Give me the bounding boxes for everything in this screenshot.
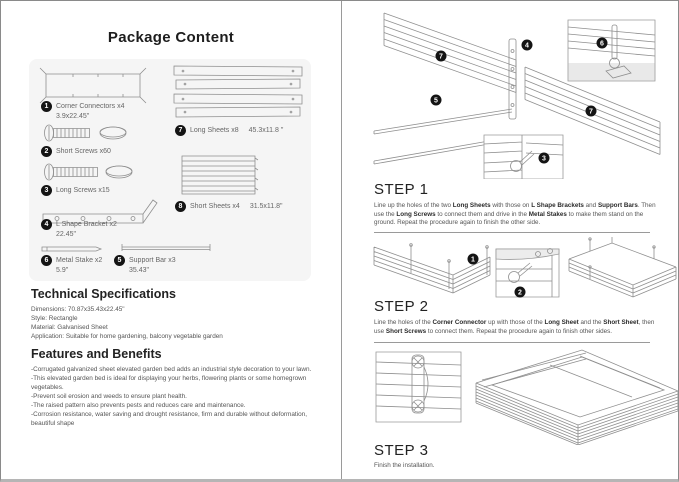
callout-number [597, 38, 608, 49]
part-item [175, 201, 283, 212]
part-dims: 22.45" [56, 231, 77, 238]
svg-text:4: 4 [525, 42, 529, 50]
svg-text:7: 7 [589, 108, 593, 116]
step1-figure [344, 3, 678, 179]
page-title: Package Content [107, 29, 235, 46]
feature-line: -The raised pattern also prevents pests and reduces care and maintenance. [31, 402, 246, 409]
part-name: L Shape Bracket x2 [56, 221, 117, 228]
callout-number [515, 287, 526, 298]
part-item [41, 255, 102, 275]
part-dims: 31.5x11.8" [249, 203, 283, 210]
nut-icon [100, 127, 126, 139]
svg-text:3: 3 [542, 155, 546, 163]
part-dims: 45.3x11.8 " [248, 127, 284, 134]
nut-icon [106, 166, 132, 178]
svg-text:2: 2 [518, 289, 522, 297]
support-bar-icon [119, 242, 213, 254]
package-content-panel [1, 1, 342, 479]
step-divider [374, 232, 650, 233]
tech-specs-heading: Technical Specifications [31, 287, 176, 301]
step1-description: Line up the holes of the two Long Sheets with those on L Shape Brackets and Support Bars. Then use the Long Screws to connect them and drive in the Metal Stakes to make them stand on the ground. Repeat the procedure again to finish the other side. [374, 202, 656, 227]
part-number-badge: 4 [41, 219, 52, 230]
part-item [41, 185, 110, 196]
corner-connector-icon [37, 65, 149, 105]
long-sheets-icon [171, 63, 305, 123]
step-divider [374, 342, 650, 343]
step3-heading: STEP 3 [374, 442, 429, 459]
step2-heading: STEP 2 [374, 298, 429, 315]
screw-icon [41, 122, 137, 144]
part-name: Corner Connectors x4 [56, 103, 125, 110]
part-item [41, 146, 111, 157]
part-name: Short Screws x60 [56, 148, 111, 155]
features-lines [31, 365, 331, 428]
svg-text:6: 6 [600, 40, 604, 48]
callout-number [522, 40, 533, 51]
part-number-badge: 1 [41, 101, 52, 112]
tech-specs-lines [31, 305, 223, 341]
assembly-steps-panel [342, 1, 678, 479]
parts-box [29, 59, 311, 281]
spec-line: Dimensions: 70.87x35.43x22.45" [31, 306, 125, 313]
feature-line: -Corrugated galvanized sheet elevated garden bed adds an industrial style decoration to your lawn. [31, 366, 312, 373]
part-item [41, 219, 117, 239]
part-dims: 3.9x22.45" [56, 113, 90, 120]
part-name: Long Sheets x8 [190, 127, 239, 134]
spec-line: Material: Galvanised Sheet [31, 324, 108, 331]
part-item [41, 101, 124, 121]
svg-text:5: 5 [434, 97, 438, 105]
step1-heading: STEP 1 [374, 181, 429, 198]
part-number-badge: 8 [175, 201, 186, 212]
part-number-badge: 2 [41, 146, 52, 157]
screw-icon [41, 161, 137, 183]
callout-number [436, 51, 447, 62]
step3-figure [342, 345, 679, 445]
features-heading: Features and Benefits [31, 347, 162, 361]
feature-line: -Corrosion resistance, water saving and drought resistance, firm and durable without deformation, beautiful shape [31, 411, 308, 427]
spec-line: Application: Suitable for home gardening, balcony vegetable garden [31, 333, 223, 340]
part-number-badge: 7 [175, 125, 186, 136]
part-name: Short Sheets x4 [190, 203, 240, 210]
part-item [114, 255, 176, 275]
part-number-badge: 3 [41, 185, 52, 196]
step2-description: Line the holes of the Corner Connector up with those of the Long Sheet and the Short Sheet, then use Short Screws to connect them. Repeat the procedure again to finish other sides. [374, 319, 655, 335]
part-name: Support Bar x3 [129, 257, 176, 264]
metal-stake-icon [39, 244, 105, 254]
feature-line: -This elevated garden bed is ideal for displaying your herbs, flowering plants or some homegrown vegetables. [31, 375, 307, 391]
part-name: Long Screws x15 [56, 187, 110, 194]
short-sheets-icon [179, 153, 261, 197]
part-number-badge: 5 [114, 255, 125, 266]
svg-text:7: 7 [439, 53, 443, 61]
step3-description: Finish the installation. [374, 462, 435, 469]
svg-text:1: 1 [471, 256, 475, 264]
callout-number [586, 106, 597, 117]
part-dims: 35.43" [129, 267, 150, 274]
part-number-badge: 6 [41, 255, 52, 266]
part-item [175, 125, 283, 136]
callout-number [468, 254, 479, 265]
part-name: Metal Stake x2 [56, 257, 103, 264]
callout-number [431, 95, 442, 106]
spec-line: Style: Rectangle [31, 315, 78, 322]
step2-figure [342, 237, 679, 298]
feature-line: -Prevent soil erosion and weeds to ensure plant health. [31, 393, 187, 400]
callout-number [539, 153, 550, 164]
part-dims: 5.9" [56, 267, 69, 274]
